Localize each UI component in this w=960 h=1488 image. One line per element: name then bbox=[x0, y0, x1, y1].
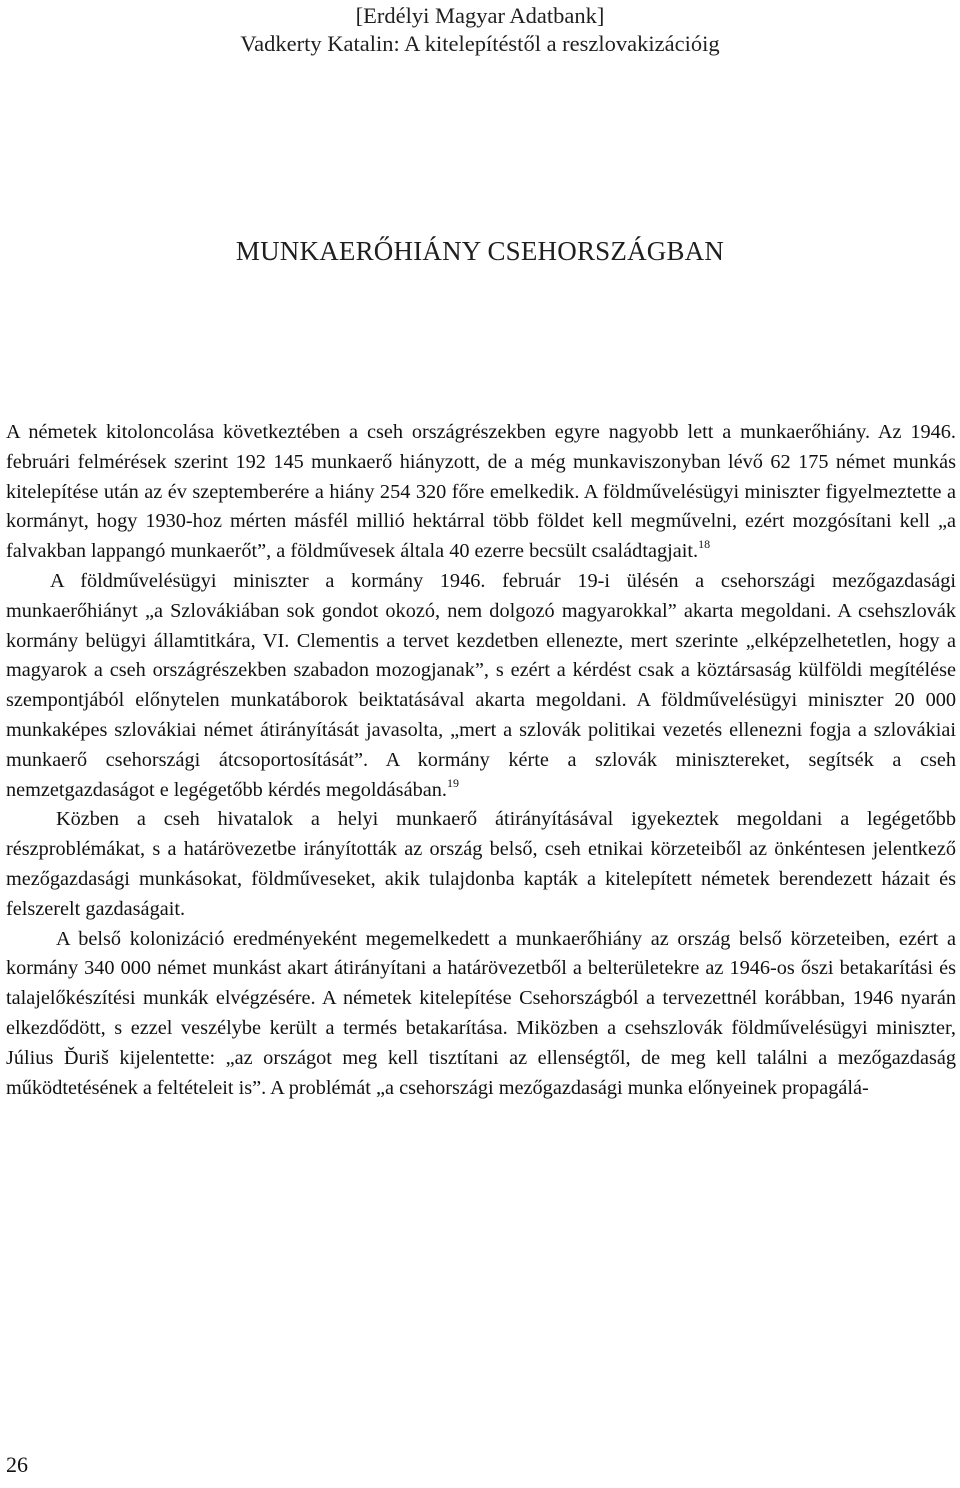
footnote-ref-18[interactable]: 18 bbox=[698, 537, 711, 552]
paragraph-2-text: A földművelésügyi miniszter a kormány 1946. február 19-i ülésén a csehországi mezőgazdasági munkaerőhiányt „a Szlovákiában sok gondot okozó, nem dolgozó magyarokkal” akarta megoldani. A csehszlovák kormány belügyi államtitkára, VI. Clementis a tervet kezdetben ellenezte, mert szerinte „elképzelhetetlen, hogy a magyarok a cseh országrészekben szabadon mozogjanak”, s ezért a kérdést csak a köztársaság külföldi megítélése szempontjából előnytelen munkatáborok beiktatásával akarta megoldani. A földművelésügyi miniszter 20 000 munkaképes szlovákiai német átirányítását javasolta, „mert a szlovák politikai vezetés ellenezni fogja a szlovákiai munkaerő csehországi átcsoportosítását”. A kormány kérte a szlovák minisztereket, segítsék a cseh nemzetgazdaságot e legégetőbb kérdés megoldásában. bbox=[6, 569, 956, 801]
page-number: 26 bbox=[6, 1452, 28, 1477]
paragraph-1-text: A németek kitoloncolása következtében a cseh országrészekben egyre nagyobb lett a munkaerőhiány. Az 1946. februári felmérések szerint 192 145 munkaerő hiányzott, de a még munkaviszonyban lévő 62 175 német munkás kitelepítése után az év szeptemberére a hiány 254 320 főre emelkedik. A földművelésügyi miniszter figyelmeztette a kormányt, hogy 1930-hoz mérten másfél millió hektárral több földet kell megművelni, ezért mozgósítani kell „a falvakban lappangó munkaerőt”, a földművesek általa 40 ezerre becsült családtagjait. bbox=[6, 421, 956, 563]
paragraph-1 bbox=[6, 418, 956, 567]
footnote-ref-19[interactable]: 19 bbox=[446, 775, 459, 790]
paragraph-4: A belső kolonizáció eredményeként megemelkedett a munkaerőhiány az ország belső körzeteiben, ezért a kormány 340 000 német munkást akart átirányítani a határövezetből a belterületekre az 1946-os őszi betakarítási és talajelőkészítési munkák elvégzésére. A németek kitelepítése Csehországból a tervezettnél korábban, 1946 nyarán elkezdődött, s ezzel veszélybe került a termés betakarítása. Miközben a csehszlovák földművelésügyi miniszter, Július Ďuriš kijelentette: „az országot meg kell tisztítani az ellenségtől, de meg kell találni a mezőgazdaság működtetésének a feltételeit is”. A problémát „a csehországi mezőgazdasági munka előnyeinek propagálá- bbox=[6, 927, 956, 1099]
body-text bbox=[6, 418, 956, 1103]
paragraph-2 bbox=[6, 567, 956, 805]
header-author-title: Vadkerty Katalin: A kitelepítéstől a reszlovakizációig bbox=[240, 31, 720, 56]
paragraph-3: Közben a cseh hivatalok a helyi munkaerő átirányításával igyekeztek megoldani a legégetőbb részproblémákat, s a határövezetbe irányították az ország belső, cseh etnikai körzeteiből az önkéntesen jelentkező mezőgazdasági munkásokat, földműveseket, akik tulajdonba kapták a kitelepített németek berendezett házait és felszerelt gazdaságait. bbox=[6, 808, 956, 920]
header-source: [Erdélyi Magyar Adatbank] bbox=[355, 3, 605, 28]
page-header bbox=[0, 2, 960, 58]
chapter-title: MUNKAERŐHIÁNY CSEHORSZÁGBAN bbox=[235, 236, 725, 266]
